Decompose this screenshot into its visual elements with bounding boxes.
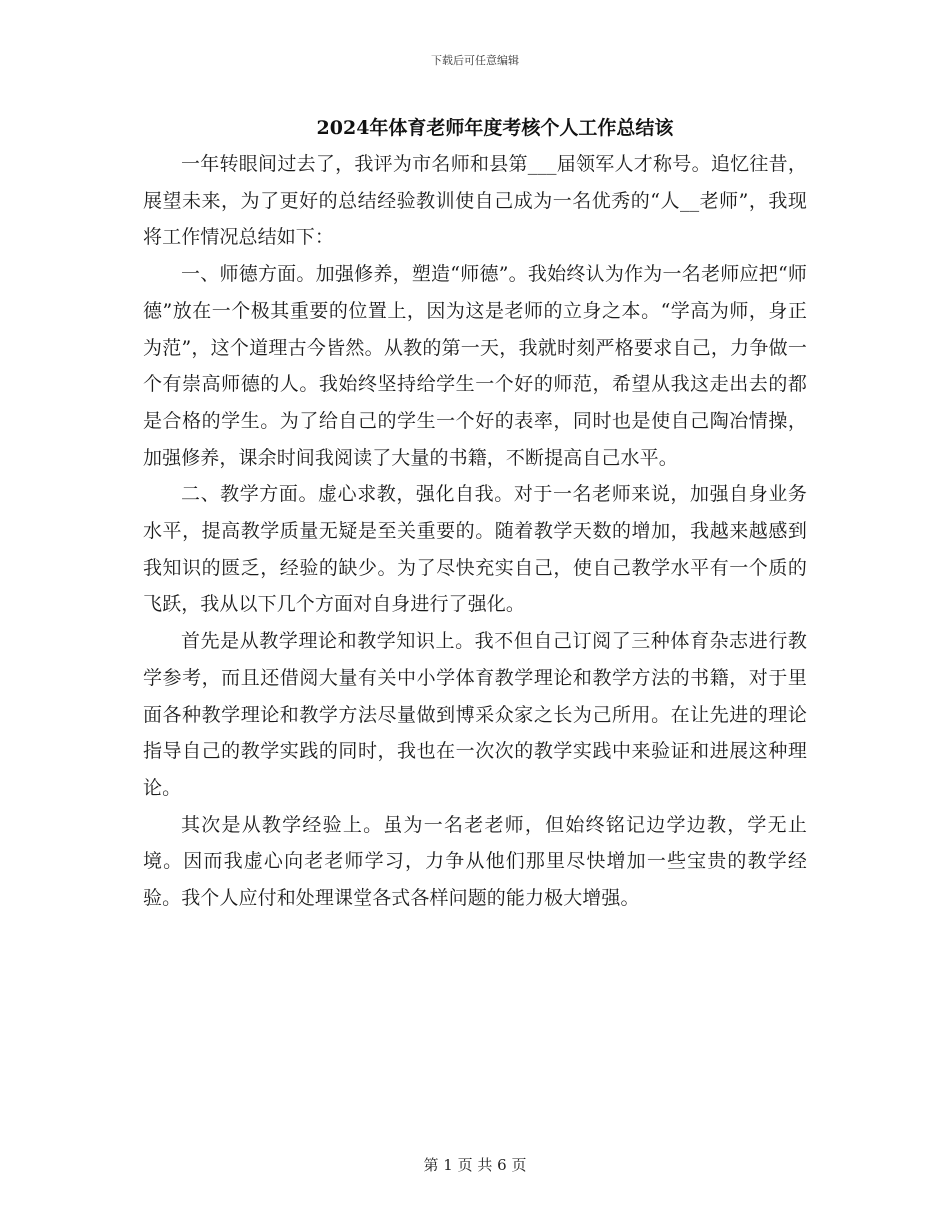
paragraph-experience: 其次是从教学经验上。虽为一名老老师，但始终铭记边学边教，学无止境。因而我虚心向老老师学习，力争从他们那里尽快增加一些宝贵的教学经验。我个人应付和处理课堂各式各样问题的能力极大增强。 — [143, 813, 807, 910]
page-header-note: 下载后可任意编辑 — [431, 54, 519, 67]
paragraph-theory: 首先是从教学理论和教学知识上。我不但自己订阅了三种体育杂志进行教学参考，而且还借阅大量有关中小学体育教学理论和教学方法的书籍，对于里面各种教学理论和教学方法尽量做到博采众家之长为己所用。在让先进的理论指导自己的教学实践的同时，我也在一次次的教学实践中来验证和进展这种理论。 — [143, 630, 807, 799]
page-number-footer: 第 1 页 共 6 页 — [423, 1156, 527, 1174]
paragraph-teaching: 二、教学方面。虚心求教，强化自我。对于一名老师来说，加强自身业务水平，提高教学质量无疑是至关重要的。随着教学天数的增加，我越来越感到我知识的匮乏，经验的缺少。为了尽快充实自己，使自己教学水平有一个质的飞跃，我从以下几个方面对自身进行了强化。 — [143, 483, 807, 616]
document-body — [143, 146, 807, 917]
paragraph-ethics: 一、师德方面。加强修养，塑造“师德”。我始终认为作为一名老师应把“师德”放在一个极其重要的位置上，因为这是老师的立身之本。“学高为师，身正为范”，这个道理古今皆然。从教的第一天，我就时刻严格要求自己，力争做一个有崇高师德的人。我始终坚持给学生一个好的师范，希望从我这走出去的都是合格的学生。为了给自己的学生一个好的表率，同时也是使自己陶冶情操，加强修养，课余时间我阅读了大量的书籍，不断提高自己水平。 — [143, 263, 807, 469]
paragraph-intro: 一年转眼间过去了，我评为市名师和县第___届领军人才称号。追忆往昔，展望未来，为了更好的总结经验教训使自己成为一名优秀的“人__老师”，我现将工作情况总结如下： — [143, 153, 807, 249]
document-title: 2024年体育老师年度考核个人工作总结该 — [316, 117, 674, 139]
